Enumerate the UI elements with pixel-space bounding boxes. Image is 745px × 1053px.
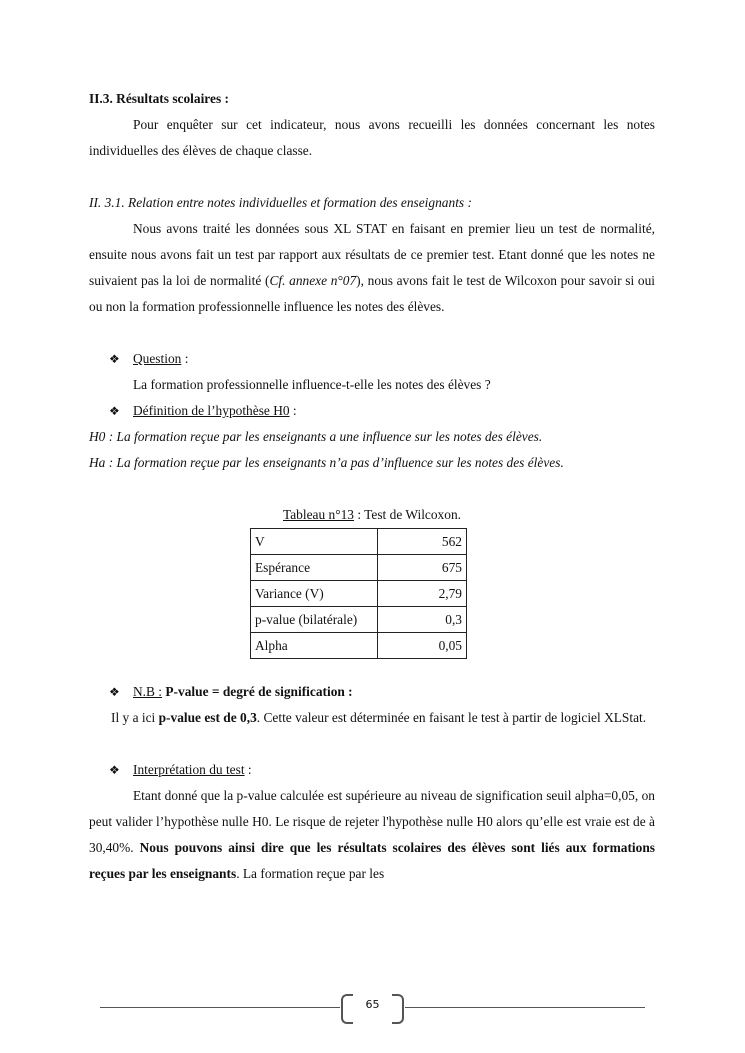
diamond-bullet-icon: ❖ — [109, 404, 120, 418]
table-row: p-value (bilatérale) 0,3 — [251, 607, 467, 633]
table-caption: Tableau n°13 : Test de Wilcoxon. — [283, 507, 461, 522]
page-number: 65 — [365, 998, 380, 1011]
document-page — [89, 86, 655, 887]
table-row: Espérance 675 — [251, 555, 467, 581]
footer-rule-left — [100, 1007, 340, 1008]
page-footer — [100, 994, 645, 1022]
interpretation-heading: ❖ Interprétation du test : — [89, 757, 655, 783]
nb-paragraph: Il y a ici p-value est de 0,3. Cette valeur est déterminée en faisant le test à partir de logiciel XLStat. — [111, 710, 647, 725]
diamond-bullet-icon: ❖ — [109, 685, 120, 699]
table-row: V 562 — [251, 529, 467, 555]
footer-rule-right — [405, 1007, 645, 1008]
nb-heading: ❖ N.B : P-value = degré de signification : — [89, 679, 655, 705]
section-intro: Pour enquêter sur cet indicateur, nous avons recueilli les données concernant les notes individuelles des élèves de chaque classe. — [89, 117, 655, 158]
interpretation-paragraph: Etant donné que la p-value calculée est supérieure au niveau de signification seuil alpha=0,05, on peut valider l’hypothèse nulle H0. Le risque de rejeter l'hypothèse nulle H0 alors qu’elle est vraie est de à 30,40%. Nous pouvons ainsi dire que les résultats scolaires des élèves sont liés aux formations reçues par les enseignants. La formation reçue par les — [89, 788, 655, 881]
footer-bracket-right — [392, 994, 404, 1024]
table-row: Alpha 0,05 — [251, 633, 467, 659]
subsection-title: II. 3.1. Relation entre notes individuelles et formation des enseignants : — [89, 195, 472, 210]
hypothesis-h0: H0 : La formation reçue par les enseignants a une influence sur les notes des élèves. — [89, 429, 543, 444]
wilcoxon-table — [250, 528, 467, 659]
diamond-bullet-icon: ❖ — [109, 352, 120, 366]
question-heading: ❖ Question : — [89, 346, 655, 372]
hypothesis-ha: Ha : La formation reçue par les enseignants n’a pas d’influence sur les notes des élèves. — [89, 455, 564, 470]
subsection-paragraph: Nous avons traité les données sous XL STAT en faisant en premier lieu un test de normalité, ensuite nous avons fait un test par rapport aux résultats de ce premier test. Etant donné que les notes ne suivaient pas la loi de normalité (Cf. annexe n°07), nous avons fait le test de Wilcoxon pour savoir si oui ou non la formation professionnelle influence les notes des élèves. — [89, 221, 655, 314]
table-row: Variance (V) 2,79 — [251, 581, 467, 607]
diamond-bullet-icon: ❖ — [109, 763, 120, 777]
section-title: II.3. Résultats scolaires : — [89, 91, 229, 106]
question-text: La formation professionnelle influence-t-elle les notes des élèves ? — [133, 377, 491, 392]
hypothesis-heading: ❖ Définition de l’hypothèse H0 : — [89, 398, 655, 424]
annex-reference: Cf. annexe n°07 — [269, 273, 357, 288]
